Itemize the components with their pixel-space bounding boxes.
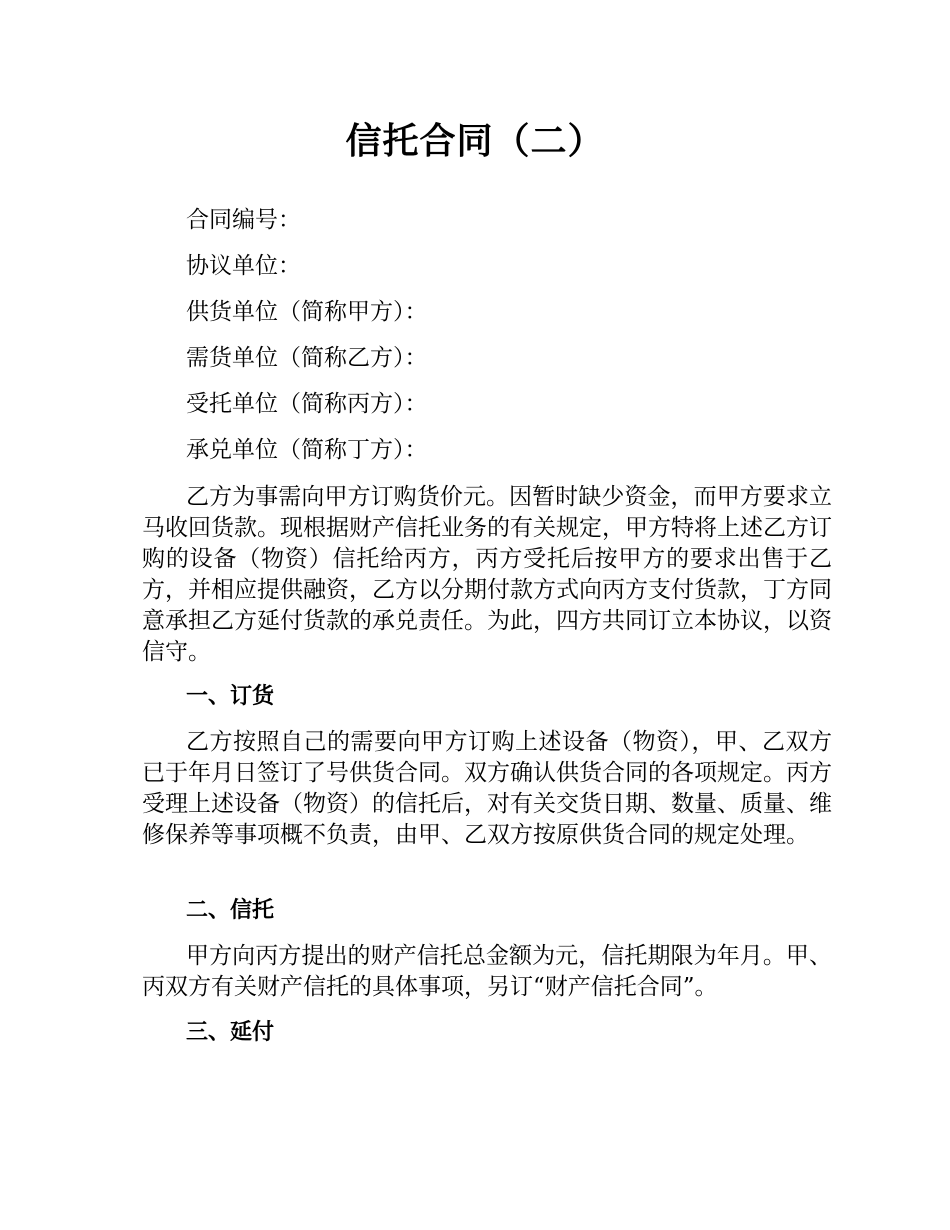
section-paragraph-trust: 甲方向丙方提出的财产信托总金额为元，信托期限为年月。甲、丙双方有关财产信托的具体事项，另订“财产信托合同”。 bbox=[142, 943, 832, 1000]
agreement-parties-field: 协议单位： bbox=[186, 253, 301, 279]
acceptor-party-d-field: 承兑单位（简称丁方）： bbox=[186, 437, 428, 463]
supplier-party-a-field: 供货单位（简称甲方）： bbox=[186, 299, 428, 325]
section-heading-deferred-payment: 三、延付 bbox=[186, 1020, 275, 1045]
intro-paragraph: 乙方为事需向甲方订购货价元。因暂时缺少资金，而甲方要求立马收回货款。现根据财产信托业务的有关规定，甲方特将上述乙方订购的设备（物资）信托给丙方，丙方受托后按甲方的要求出售于乙方，并相应提供融资，乙方以分期付款方式向丙方支付货款，丁方同意承担乙方延付货款的承兑责任。为此，四方共同订立本协议，以资信守。 bbox=[142, 484, 832, 665]
trustee-party-c-field: 受托单位（简称丙方）： bbox=[186, 391, 428, 417]
section-heading-trust: 二、信托 bbox=[186, 898, 275, 923]
section-heading-ordering: 一、订货 bbox=[186, 684, 275, 709]
contract-number-field: 合同编号： bbox=[186, 207, 301, 233]
buyer-party-b-field: 需货单位（简称乙方）： bbox=[186, 345, 428, 371]
section-paragraph-ordering: 乙方按照自己的需要向甲方订购上述设备（物资），甲、乙双方已于年月日签订了号供货合同。双方确认供货合同的各项规定。丙方受理上述设备（物资）的信托后，对有关交货日期、数量、质量、维修保养等事项概不负责，由甲、乙双方按原供货合同的规定处理。 bbox=[142, 729, 832, 848]
document-title: 信托合同（二） bbox=[345, 121, 605, 162]
